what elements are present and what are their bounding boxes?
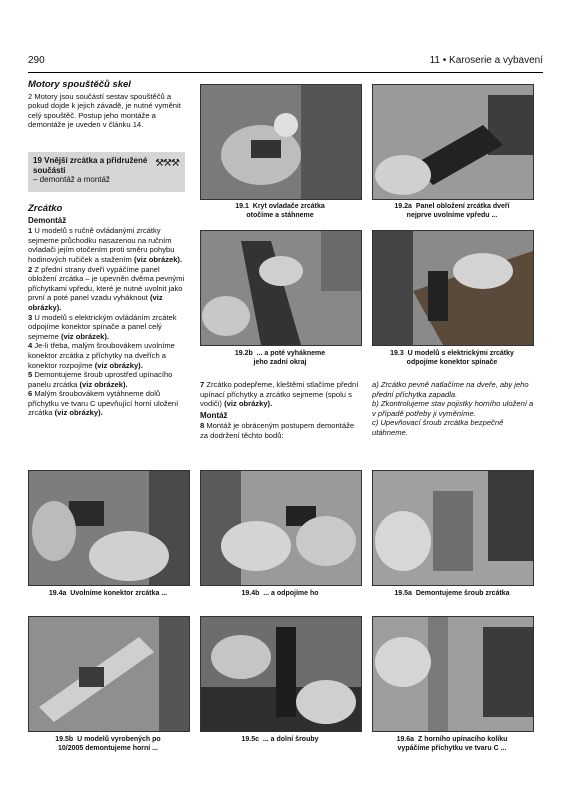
section-window-motors bbox=[28, 80, 188, 130]
photo-19-3 bbox=[372, 230, 534, 346]
photo-19-4b bbox=[200, 470, 362, 586]
photo-19-2a bbox=[372, 84, 534, 200]
caption-19-2b: 19.2b ... a poté vyhákneme jeho zadní okraj bbox=[234, 350, 326, 366]
photo-19-4a bbox=[28, 470, 190, 586]
subheading-removal: Demontáž bbox=[28, 215, 67, 225]
photo-19-1 bbox=[200, 84, 362, 200]
step-2: 2 Z přední strany dveří vypáčíme panel obložení zrcátka – je upevněn dvěma pevnými příchytkami vpředu, které je nutné uvolnit jako první a poté panel vzadu vyháknout (viz obrázky). bbox=[28, 264, 185, 312]
header-rule bbox=[28, 72, 543, 73]
caption-19-2a: 19.2a Panel obložení zrcátka dveří nejprve uvolníme vpředu ... bbox=[394, 203, 510, 219]
section-title-mirror: Zrcátko bbox=[28, 203, 63, 214]
difficulty-icon: ⚒⚒⚒ bbox=[155, 158, 179, 169]
note-a: a) Zrcátko pevně natlačíme na dveře, aby jeho přední příchytka zapadla. bbox=[372, 380, 529, 399]
caption-19-6a: 19.6a Z horního upínacího kolíku vypáčíme příchytku ve tvaru C ... bbox=[396, 736, 508, 752]
caption-19-5b: 19.5b U modelů vyrobených po 10/2005 demontujeme horní ... bbox=[55, 736, 161, 752]
subheading-installation: Montáž bbox=[200, 410, 228, 420]
note-c: c) Upevňovací šroub zrcátka bezpečně utáhneme. bbox=[372, 418, 504, 437]
step-7: 7 Zrcátko podepřeme, kleštěmi stlačíme přední upínací příchytky a zrcátko sejmeme (spolu s vodiči) (viz obrázky). bbox=[200, 380, 359, 409]
caption-19-4a: 19.4a Uvolníme konektor zrcátka ... bbox=[48, 590, 168, 597]
box-title: 19 Vnější zrcátka a přidružené součásti – demontáž a montáž bbox=[33, 156, 148, 184]
caption-19-5c: 19.5c ... a dolní šrouby bbox=[241, 736, 319, 743]
section-header-box bbox=[28, 152, 185, 192]
photo-19-2b bbox=[200, 230, 362, 346]
photo-19-6a bbox=[372, 616, 534, 732]
chapter-title: 11 • Karoserie a vybavení bbox=[429, 55, 543, 66]
section-mirror bbox=[28, 204, 188, 418]
caption-19-5a: 19.5a Demontujeme šroub zrcátka bbox=[394, 590, 510, 597]
caption-19-3: 19.3 U modelů s elektrickými zrcátky odpojíme konektor spínače bbox=[390, 350, 514, 366]
page-number: 290 bbox=[28, 55, 45, 66]
photo-19-5b bbox=[28, 616, 190, 732]
note-b: b) Zkontrolujeme stav pojistky horního uložení a v případě potřeby ji vyměníme. bbox=[372, 399, 534, 418]
step-1: 1 U modelů s ručně ovládanými zrcátky sejmeme průchodku nasazenou na ručním ovladači jejím otočením proti směru pohybu hodinových ručiček a stažením (viz obrázek). bbox=[28, 226, 183, 264]
section-title-motors: Motory spouštěčů skel bbox=[28, 79, 131, 90]
step-4: 4 Je-li třeba, malým šroubovákem uvolníme konektor zrcátka z příchytky na dveřích a konektor rozpojíme (viz obrázky). bbox=[28, 341, 175, 370]
caption-19-4b: 19.4b ... a odpojíme ho bbox=[241, 590, 319, 597]
caption-19-1: 19.1 Kryt ovladače zrcátka otočíme a stáhneme bbox=[235, 203, 325, 219]
photo-19-5a bbox=[372, 470, 534, 586]
photo-19-5c bbox=[200, 616, 362, 732]
paragraph-motors: 2 Motory jsou součástí sestav spouštěčů a pokud dojde k jejich závadě, je nutné vyměnit celý spouštěč. Postup jeho montáže a demontáže je uveden v článku 14. bbox=[28, 91, 181, 130]
step-3: 3 U modelů s elektrickým ovládáním zrcátek odpojíme konektor spínače a panel celý sejmeme (viz obrázek). bbox=[28, 312, 177, 341]
step-6: 6 Malým šroubovákem vytáhneme dolů příchytku ve tvaru C upevňující horní uložení zrcátka (viz obrázky). bbox=[28, 389, 179, 418]
step-8: 8 Montáž je obráceným postupem demontáže za dodržení těchto bodů: bbox=[200, 421, 355, 440]
installation-notes bbox=[372, 380, 534, 438]
step-7-8-block bbox=[200, 380, 360, 441]
step-5: 5 Demontujeme šroub uprostřed upínacího panelu zrcátka (viz obrázek). bbox=[28, 370, 173, 389]
